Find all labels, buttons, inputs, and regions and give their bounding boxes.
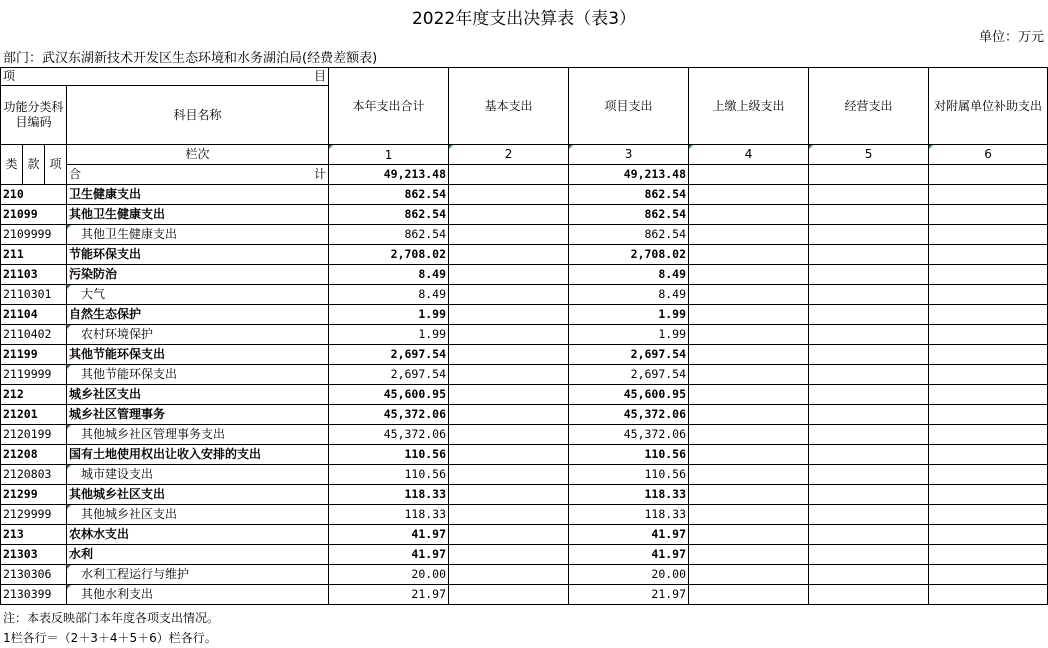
row-code: 210: [1, 185, 67, 205]
row-name: 城市建设支出: [67, 465, 329, 485]
row-c5: [809, 265, 929, 285]
row-c2: [449, 205, 569, 225]
row-c4: [689, 505, 809, 525]
total-row: [1, 165, 1048, 185]
row-c2: [449, 185, 569, 205]
header-xiang-mu-cell: [1, 68, 329, 86]
row-c3: 2,697.54: [569, 345, 689, 365]
row-c6: [929, 305, 1048, 325]
col-header-4: 上缴上级支出: [689, 68, 809, 145]
total-label-left: 合: [69, 167, 82, 181]
row-c6: [929, 465, 1048, 485]
row-c3: 45,372.06: [569, 405, 689, 425]
row-code: 2110402: [1, 325, 67, 345]
row-c4: [689, 345, 809, 365]
header-mu: 目: [314, 69, 327, 83]
table-row: [1, 445, 1048, 465]
row-c4: [689, 525, 809, 545]
row-name: 城乡社区管理事务: [67, 405, 329, 425]
header-lei: 类: [1, 145, 23, 185]
table-row: [1, 465, 1048, 485]
total-c6: [929, 165, 1048, 185]
table-row: [1, 565, 1048, 585]
row-c1: 118.33: [329, 505, 449, 525]
table-row: [1, 245, 1048, 265]
total-label-right: 计: [314, 167, 327, 181]
table-row: [1, 205, 1048, 225]
row-c3: 21.97: [569, 585, 689, 605]
row-c5: [809, 485, 929, 505]
row-code: 2110301: [1, 285, 67, 305]
row-c2: [449, 545, 569, 565]
row-c1: 2,708.02: [329, 245, 449, 265]
row-name: 大气: [67, 285, 329, 305]
row-c1: 21.97: [329, 585, 449, 605]
row-c2: [449, 505, 569, 525]
row-c3: 41.97: [569, 545, 689, 565]
row-c3: 2,708.02: [569, 245, 689, 265]
row-c1: 20.00: [329, 565, 449, 585]
row-c3: 118.33: [569, 485, 689, 505]
expenditure-table: [0, 67, 1048, 605]
row-c5: [809, 585, 929, 605]
row-c2: [449, 405, 569, 425]
row-c5: [809, 325, 929, 345]
col-number-3: 3: [569, 145, 689, 165]
row-c1: 45,372.06: [329, 425, 449, 445]
page-title: 2022年度支出决算表（表3）: [411, 9, 637, 29]
row-c6: [929, 565, 1048, 585]
row-c1: 41.97: [329, 525, 449, 545]
row-c6: [929, 345, 1048, 365]
row-code: 213: [1, 525, 67, 545]
row-c6: [929, 245, 1048, 265]
table-row: [1, 345, 1048, 365]
unit-label: 单位：万元: [978, 30, 1044, 45]
row-c3: 8.49: [569, 265, 689, 285]
table-row: [1, 325, 1048, 345]
row-code: 21303: [1, 545, 67, 565]
table-row: [1, 385, 1048, 405]
row-c4: [689, 365, 809, 385]
row-c6: [929, 225, 1048, 245]
row-c4: [689, 225, 809, 245]
row-c6: [929, 265, 1048, 285]
table-row: [1, 485, 1048, 505]
row-name: 其他城乡社区支出: [67, 505, 329, 525]
row-code: 21099: [1, 205, 67, 225]
row-c1: 862.54: [329, 225, 449, 245]
row-code: 212: [1, 385, 67, 405]
total-c4: [689, 165, 809, 185]
row-c6: [929, 505, 1048, 525]
row-c5: [809, 205, 929, 225]
row-c1: 41.97: [329, 545, 449, 565]
row-name: 农村环境保护: [67, 325, 329, 345]
row-name: 其他城乡社区管理事务支出: [67, 425, 329, 445]
row-c2: [449, 265, 569, 285]
row-c6: [929, 285, 1048, 305]
header-xiang: 项: [3, 69, 16, 83]
row-c1: 8.49: [329, 285, 449, 305]
row-c5: [809, 445, 929, 465]
row-c1: 110.56: [329, 445, 449, 465]
table-row: [1, 365, 1048, 385]
row-c3: 45,600.95: [569, 385, 689, 405]
notes: [3, 608, 219, 648]
col-number-2: 2: [449, 145, 569, 165]
table-row: [1, 425, 1048, 445]
row-c4: [689, 305, 809, 325]
row-code: 2120199: [1, 425, 67, 445]
row-c4: [689, 585, 809, 605]
table-row: [1, 225, 1048, 245]
row-c4: [689, 285, 809, 305]
row-c4: [689, 205, 809, 225]
row-c2: [449, 345, 569, 365]
row-c5: [809, 225, 929, 245]
col-number-5: 5: [809, 145, 929, 165]
header-row-lanci: [1, 145, 1048, 165]
row-c3: 41.97: [569, 525, 689, 545]
row-name: 水利工程运行与维护: [67, 565, 329, 585]
row-c3: 20.00: [569, 565, 689, 585]
total-label: [67, 165, 329, 185]
row-c5: [809, 365, 929, 385]
row-c3: 110.56: [569, 445, 689, 465]
header-subject-name: 科目名称: [67, 86, 329, 145]
note-line-2: 1栏各行＝（2＋3＋4＋5＋6）栏各行。: [3, 631, 217, 645]
col-header-1: 本年支出合计: [329, 68, 449, 145]
row-name: 自然生态保护: [67, 305, 329, 325]
row-code: 21104: [1, 305, 67, 325]
row-c1: 2,697.54: [329, 365, 449, 385]
row-c4: [689, 325, 809, 345]
row-c1: 118.33: [329, 485, 449, 505]
row-c2: [449, 365, 569, 385]
department-label: 部门：武汉东湖新技术开发区生态环境和水务湖泊局(经费差额表): [3, 51, 378, 66]
row-name: 国有土地使用权出让收入安排的支出: [67, 445, 329, 465]
row-c2: [449, 465, 569, 485]
row-code: 2130306: [1, 565, 67, 585]
row-c1: 862.54: [329, 185, 449, 205]
row-c1: 45,600.95: [329, 385, 449, 405]
row-c6: [929, 445, 1048, 465]
row-c6: [929, 485, 1048, 505]
table-row: [1, 405, 1048, 425]
col-header-2: 基本支出: [449, 68, 569, 145]
row-c4: [689, 445, 809, 465]
row-c1: 1.99: [329, 305, 449, 325]
table-row: [1, 585, 1048, 605]
row-c4: [689, 385, 809, 405]
row-c3: 118.33: [569, 505, 689, 525]
col-header-6: 对附属单位补助支出: [929, 68, 1048, 145]
row-name: 农林水支出: [67, 525, 329, 545]
row-name: 城乡社区支出: [67, 385, 329, 405]
row-c5: [809, 305, 929, 325]
row-c5: [809, 565, 929, 585]
table-row: [1, 305, 1048, 325]
row-code: 2120803: [1, 465, 67, 485]
row-c6: [929, 325, 1048, 345]
row-c4: [689, 485, 809, 505]
header-kuan: 款: [23, 145, 45, 185]
header-row-top: [1, 68, 1048, 86]
row-c5: [809, 285, 929, 305]
row-c4: [689, 245, 809, 265]
row-c5: [809, 245, 929, 265]
row-c2: [449, 485, 569, 505]
row-name: 其他卫生健康支出: [67, 205, 329, 225]
col-header-3: 项目支出: [569, 68, 689, 145]
col-number-4: 4: [689, 145, 809, 165]
row-c3: 862.54: [569, 225, 689, 245]
row-c3: 2,697.54: [569, 365, 689, 385]
header-xiang2: 项: [45, 145, 67, 185]
header-func-code: 功能分类科目编码: [1, 86, 67, 145]
note-line-1: 注：本表反映部门本年度各项支出情况。: [3, 611, 220, 625]
total-c3: 49,213.48: [569, 165, 689, 185]
row-c3: 110.56: [569, 465, 689, 485]
row-c5: [809, 545, 929, 565]
row-code: 211: [1, 245, 67, 265]
row-name: 其他节能环保支出: [67, 365, 329, 385]
total-c1: 49,213.48: [329, 165, 449, 185]
row-c2: [449, 285, 569, 305]
row-c1: 2,697.54: [329, 345, 449, 365]
row-code: 21103: [1, 265, 67, 285]
total-c2: [449, 165, 569, 185]
col-header-5: 经营支出: [809, 68, 929, 145]
row-name: 污染防治: [67, 265, 329, 285]
row-code: 2119999: [1, 365, 67, 385]
row-c4: [689, 425, 809, 445]
row-c3: 1.99: [569, 305, 689, 325]
row-c6: [929, 545, 1048, 565]
table-row: [1, 545, 1048, 565]
row-c4: [689, 265, 809, 285]
row-c5: [809, 425, 929, 445]
row-name: 其他水利支出: [67, 585, 329, 605]
row-c2: [449, 585, 569, 605]
row-c6: [929, 385, 1048, 405]
row-code: 2130399: [1, 585, 67, 605]
row-c3: 1.99: [569, 325, 689, 345]
row-c3: 45,372.06: [569, 425, 689, 445]
row-c5: [809, 185, 929, 205]
row-code: 2129999: [1, 505, 67, 525]
row-c4: [689, 545, 809, 565]
row-c1: 45,372.06: [329, 405, 449, 425]
row-name: 节能环保支出: [67, 245, 329, 265]
row-c1: 8.49: [329, 265, 449, 285]
row-c4: [689, 565, 809, 585]
row-c6: [929, 185, 1048, 205]
table-row: [1, 505, 1048, 525]
col-number-6: 6: [929, 145, 1048, 165]
table-row: [1, 525, 1048, 545]
row-c4: [689, 465, 809, 485]
row-c5: [809, 405, 929, 425]
row-c6: [929, 205, 1048, 225]
row-c2: [449, 565, 569, 585]
table-row: [1, 285, 1048, 305]
row-c5: [809, 385, 929, 405]
row-name: 卫生健康支出: [67, 185, 329, 205]
row-c3: 8.49: [569, 285, 689, 305]
row-c2: [449, 425, 569, 445]
row-c1: 110.56: [329, 465, 449, 485]
row-c6: [929, 425, 1048, 445]
row-code: 21299: [1, 485, 67, 505]
row-name: 其他节能环保支出: [67, 345, 329, 365]
row-c5: [809, 465, 929, 485]
row-c5: [809, 525, 929, 545]
row-c6: [929, 585, 1048, 605]
row-c2: [449, 245, 569, 265]
row-c2: [449, 525, 569, 545]
table-row: [1, 265, 1048, 285]
row-c2: [449, 445, 569, 465]
row-name: 其他城乡社区支出: [67, 485, 329, 505]
row-c3: 862.54: [569, 185, 689, 205]
row-c1: 862.54: [329, 205, 449, 225]
row-c6: [929, 405, 1048, 425]
row-code: 21199: [1, 345, 67, 365]
row-code: 21208: [1, 445, 67, 465]
header-lanci: 栏次: [67, 145, 329, 165]
row-c2: [449, 325, 569, 345]
row-code: 2109999: [1, 225, 67, 245]
table-row: [1, 185, 1048, 205]
row-c4: [689, 405, 809, 425]
row-c6: [929, 365, 1048, 385]
row-name: 其他卫生健康支出: [67, 225, 329, 245]
row-c5: [809, 345, 929, 365]
row-code: 21201: [1, 405, 67, 425]
row-c5: [809, 505, 929, 525]
col-number-1: 1: [329, 145, 449, 165]
row-c4: [689, 185, 809, 205]
total-c5: [809, 165, 929, 185]
row-c6: [929, 525, 1048, 545]
row-c2: [449, 305, 569, 325]
row-c3: 862.54: [569, 205, 689, 225]
row-c2: [449, 385, 569, 405]
row-c2: [449, 225, 569, 245]
row-name: 水利: [67, 545, 329, 565]
row-c1: 1.99: [329, 325, 449, 345]
